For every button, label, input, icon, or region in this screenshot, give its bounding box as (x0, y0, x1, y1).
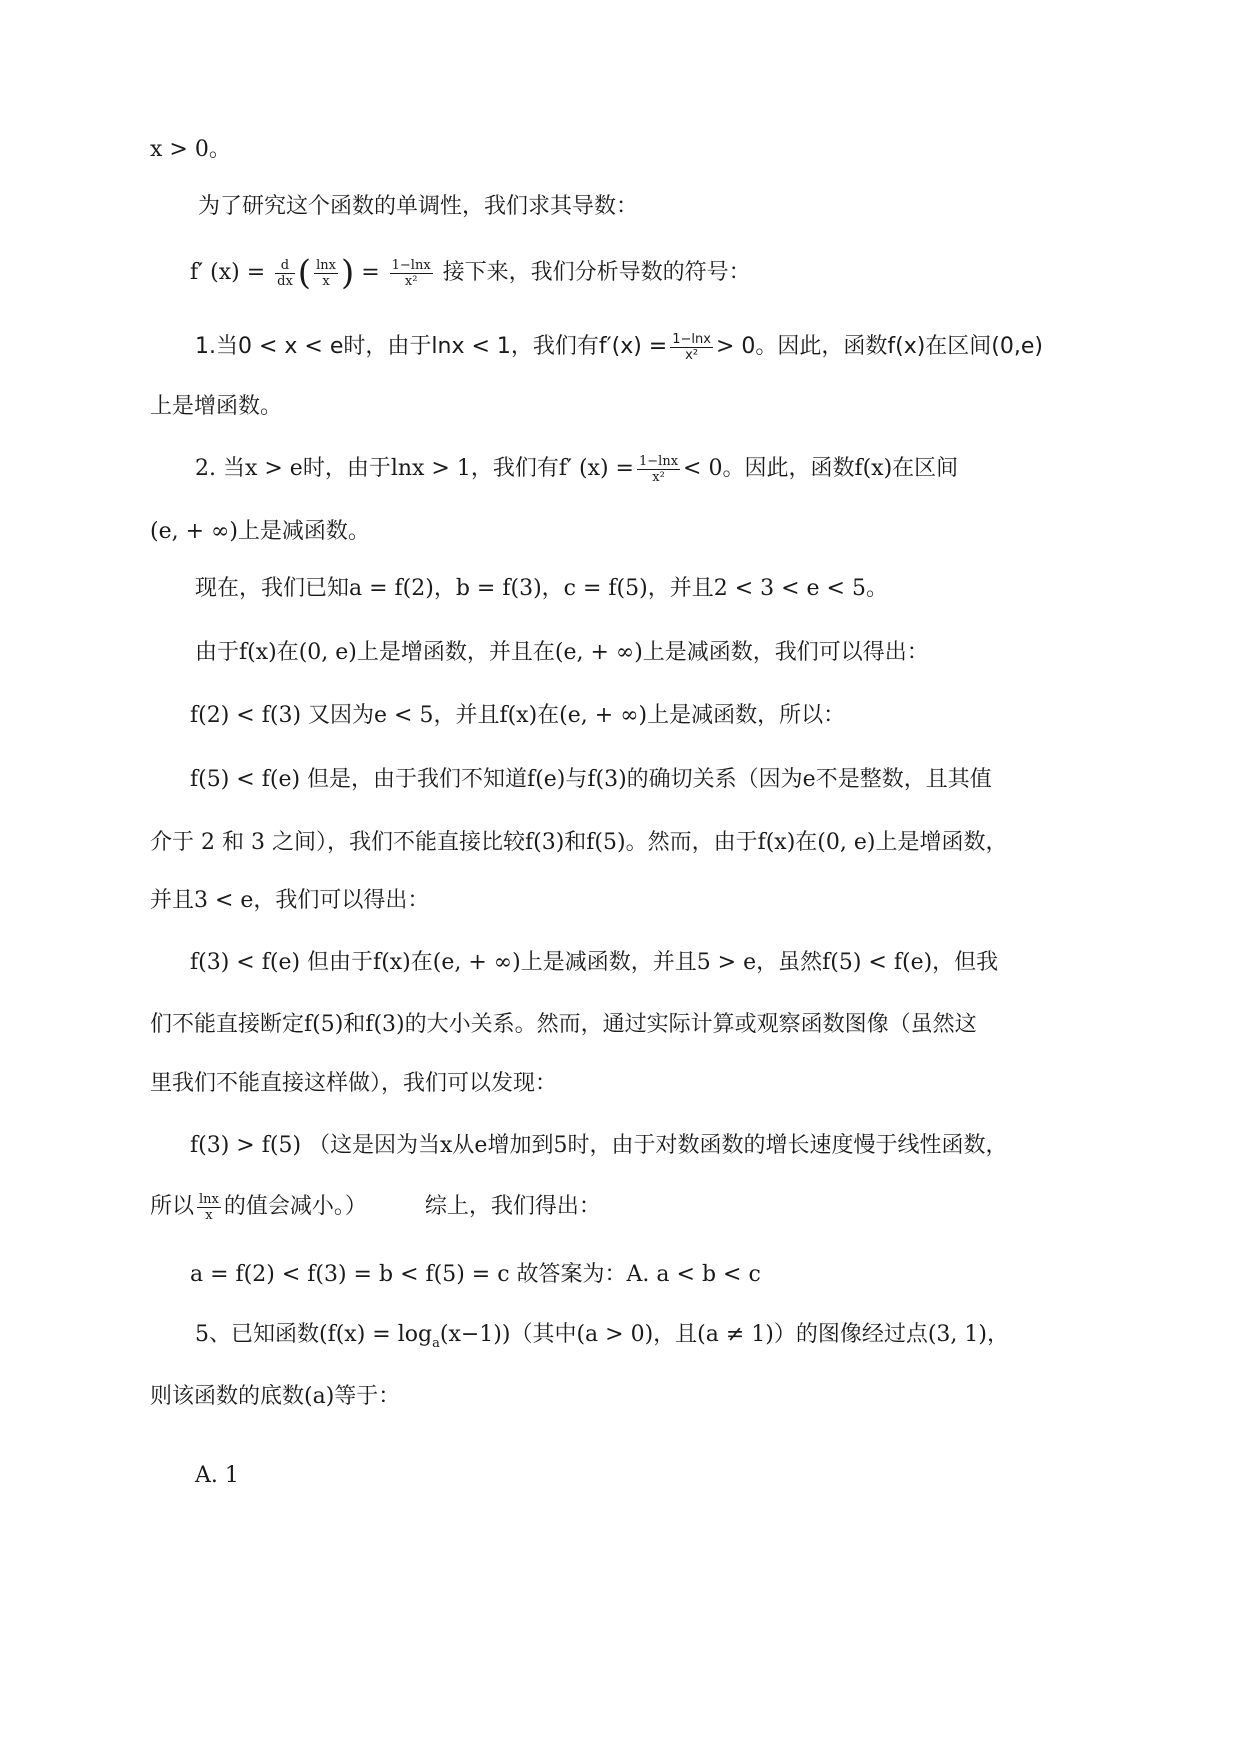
case-1-line (195, 330, 1043, 364)
result-fraction (390, 258, 433, 289)
line-18-middle: 的值会减小。） (223, 1194, 367, 1219)
inner-fraction (314, 258, 338, 289)
line-18-summary: 综上，我们得出： (424, 1194, 601, 1219)
derivative-tail-text: 接下来，我们分析导数的符号： (442, 260, 751, 285)
question-5-text-b: (x−1))（其中(a > 0)，且(a ≠ 1)）的图像经过点(3, 1)， (439, 1322, 1009, 1347)
d-dx-fraction (275, 258, 295, 289)
close-paren: ) (340, 253, 355, 293)
lnx-numerator: lnx (199, 1191, 219, 1207)
question-5-line (195, 1318, 1009, 1361)
text-line-11: f(5) < f(e) 但是，由于我们不知道f(e)与f(3)的确切关系（因为e不是整数，且其值 (190, 767, 992, 792)
text-line-21: 则该函数的底数(a)等于： (150, 1384, 401, 1409)
case-2-conclusion: < 0。因此，函数f(x)在区间 (683, 456, 959, 481)
inner-numerator: lnx (316, 257, 336, 273)
lnx-over-x-fraction (197, 1192, 221, 1223)
log-base-subscript: a (432, 1336, 440, 1351)
derivative-formula (190, 253, 751, 293)
case-1-fraction (670, 332, 713, 363)
d-dx-numerator: d (275, 258, 295, 274)
text-line-19: a = f(2) < f(3) = b < f(5) = c 故答案为：A. a < b < c (190, 1262, 761, 1287)
text-line-18 (150, 1190, 601, 1224)
case-1-numerator: 1−lnx (672, 331, 711, 347)
case-2-numerator: 1−lnx (639, 453, 679, 469)
derivative-lhs: f′ (x) = (190, 260, 266, 285)
text-line-8: 现在，我们已知a = f(2)，b = f(3)，c = f(5)，并且2 < 3 < e < 5。 (195, 576, 888, 601)
line-18-prefix: 所以 (150, 1194, 195, 1219)
text-line-9: 由于f(x)在(0, e)上是增函数，并且在(e, + ∞)上是减函数，我们可以得出： (195, 640, 929, 665)
case-2-denominator: x² (652, 469, 665, 485)
x-denominator: x (205, 1207, 213, 1223)
result-denominator: x² (404, 273, 418, 289)
equals-sign: = (361, 260, 380, 285)
case-2-text: 2. 当x > e时，由于lnx > 1，我们有f′ (x) = (195, 456, 634, 481)
text-line-2: 为了研究这个函数的单调性，我们求其导数： (198, 194, 639, 219)
case-1-text: 1.当0 < x < e时，由于lnx < 1，我们有f′(x) = (195, 334, 668, 359)
d-dx-denominator: dx (277, 273, 293, 289)
question-5-text-a: 5、已知函数(f(x) = log (195, 1322, 433, 1347)
text-line-17: f(3) > f(5) （这是因为当x从e增加到5时，由于对数函数的增长速度慢于线性函数， (190, 1133, 1008, 1158)
text-line-15: 们不能直接断定f(5)和f(3)的大小关系。然而，通过实际计算或观察函数图像（虽然这 (150, 1012, 977, 1037)
text-line-13: 并且3 < e，我们可以得出： (150, 888, 430, 913)
case-2-fraction (637, 454, 680, 485)
case-2-line (195, 452, 958, 486)
option-a: A. 1 (195, 1463, 239, 1488)
text-line-16: 里我们不能直接这样做），我们可以发现： (150, 1071, 558, 1096)
inner-denominator: x (322, 273, 330, 289)
case-1-conclusion: > 0。因此，函数f(x)在区间(0,e) (715, 334, 1043, 359)
text-line-10: f(2) < f(3) 又因为e < 5，并且f(x)在(e, + ∞)上是减函数，所以： (190, 703, 846, 728)
text-line-14: f(3) < f(e) 但由于f(x)在(e, + ∞)上是减函数，并且5 > e，虽然f(5) < f(e)，但我 (190, 950, 999, 975)
open-paren: ( (297, 253, 312, 293)
text-line-1: x > 0。 (150, 137, 231, 162)
result-numerator: 1−lnx (391, 257, 431, 273)
text-line-5: 上是增函数。 (150, 394, 283, 419)
case-1-denominator: x² (685, 347, 699, 363)
text-line-12: 介于 2 和 3 之间），我们不能直接比较f(3)和f(5)。然而，由于f(x)在(0, e)上是增函数， (150, 830, 1008, 855)
text-line-7: (e, + ∞)上是减函数。 (150, 519, 370, 544)
